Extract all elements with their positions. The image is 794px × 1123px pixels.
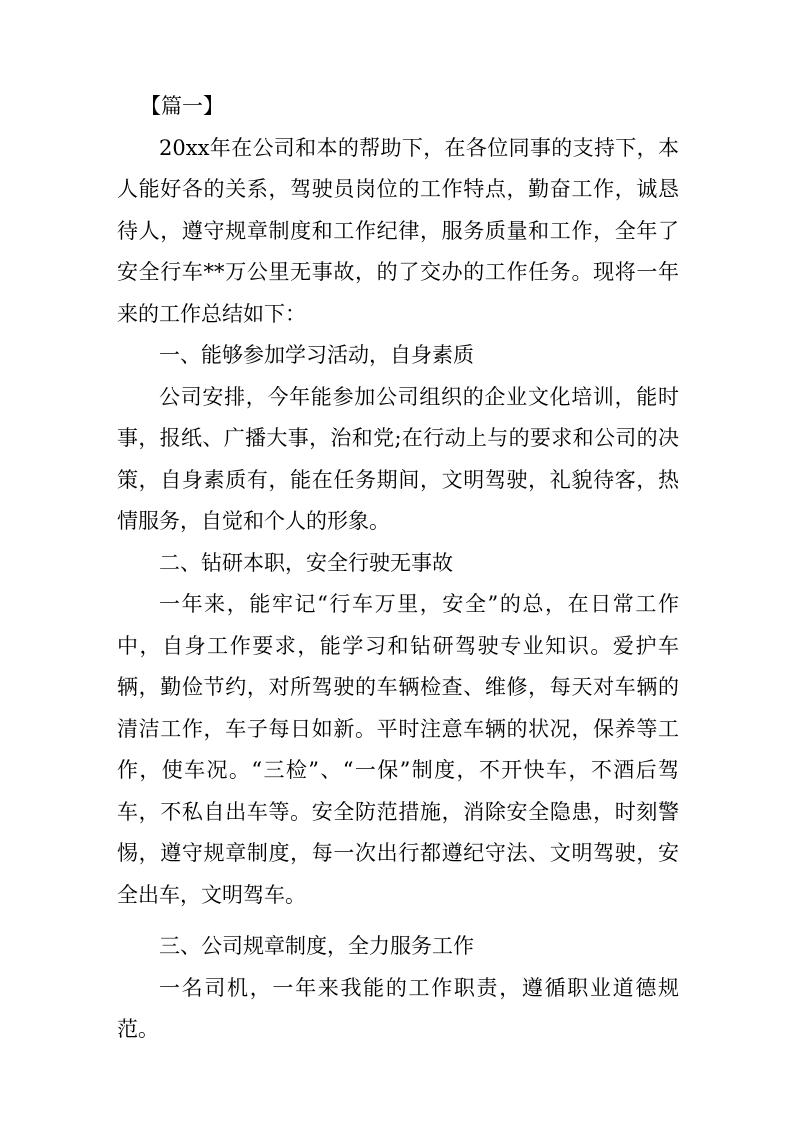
heading-safety: 二、钻研本职，安全行驶无事故 [159, 550, 453, 575]
paragraph-rules: 一名司机，一年来我能的工作职责，遵循职业道德规范。 [117, 975, 679, 1041]
heading-study: 一、能够参加学习活动，自身素质 [159, 343, 474, 367]
section-title: 【篇一】 [140, 94, 224, 118]
intro-paragraph: 20xx年在公司和本的帮助下，在各位同事的支持下，本人能好各的关系，驾驶员岗位的工作特点，勤奋工作，诚恳待人，遵守规章制度和工作纪律，服务质量和工作，全年了安全行车**万公里无事故，的了交办的工作任务。现将一年来的工作总结如下： [117, 135, 679, 326]
heading-rules: 三、公司规章制度，全力服务工作 [159, 934, 474, 958]
paragraph-study: 公司安排，今年能参加公司组织的企业文化培训，能时事，报纸、广播大事，治和党;在行动上与的要求和公司的决策，自身素质有，能在任务期间，文明驾驶，礼貌待客，热情服务，自觉和个人的形象。 [117, 384, 679, 533]
paragraph-safety: 一年来，能牢记“行车万里，安全”的总，在日常工作中，自身工作要求，能学习和钻研驾驶专业知识。爱护车辆，勤俭节约，对所驾驶的车辆检查、维修，每天对车辆的清洁工作，车子每日如新。平时注意车辆的状况，保养等工作，使车况。“三检”、“一保”制度，不开快车，不酒后驾车，不私自出车等。安全防范措施，消除安全隐患，时刻警惕，遵守规章制度，每一次出行都遵纪守法、文明驾驶，安全出车，文明驾车。 [117, 592, 679, 907]
document-body [117, 86, 679, 1051]
